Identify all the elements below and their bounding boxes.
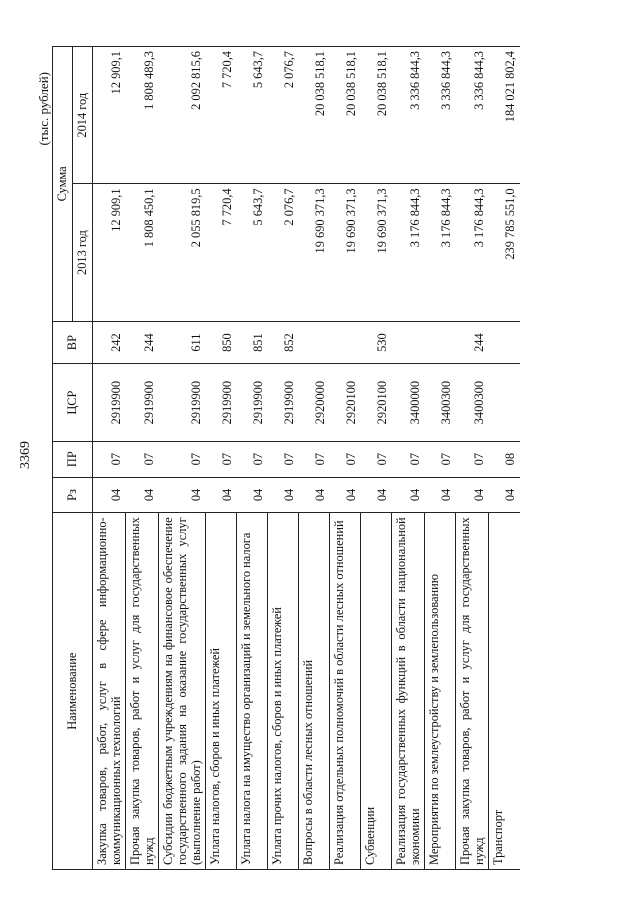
cell-y2013: 2 055 819,5 [159, 184, 206, 321]
cell-csr: 3400000 [392, 364, 425, 441]
cell-y2014: 20 038 518,1 [361, 47, 392, 184]
cell-pr: 07 [237, 441, 268, 477]
cell-rz: 04 [456, 477, 489, 513]
cell-rz: 04 [299, 477, 330, 513]
cell-name: Мероприятия по землеустройству и землепользованию [425, 513, 456, 870]
cell-y2014: 12 909,1 [93, 47, 126, 184]
cell-rz: 04 [126, 477, 159, 513]
cell-pr: 07 [361, 441, 392, 477]
cell-vr: 244 [456, 321, 489, 364]
cell-pr: 07 [425, 441, 456, 477]
cell-pr: 07 [456, 441, 489, 477]
cell-name: Уплата налога на имущество организаций и земельного налога [237, 513, 268, 870]
budget-table [52, 46, 520, 870]
header-2013: 2013 год [73, 184, 93, 321]
cell-rz: 04 [93, 477, 126, 513]
cell-pr: 07 [268, 441, 299, 477]
table-row [299, 47, 330, 870]
cell-vr [330, 321, 361, 364]
cell-y2014: 1 808 489,3 [126, 47, 159, 184]
cell-y2013: 1 808 450,1 [126, 184, 159, 321]
cell-csr: 2919900 [268, 364, 299, 441]
cell-vr: 852 [268, 321, 299, 364]
cell-y2013: 5 643,7 [237, 184, 268, 321]
cell-name: Прочая закупка товаров, работ и услуг для государственных нужд [456, 513, 489, 870]
cell-rz: 04 [361, 477, 392, 513]
cell-y2014: 7 720,4 [206, 47, 237, 184]
cell-y2014: 20 038 518,1 [330, 47, 361, 184]
unit-label: (тыс. рублей) [36, 72, 51, 146]
cell-y2014: 2 092 815,6 [159, 47, 206, 184]
header-csr: ЦСР [53, 364, 93, 441]
cell-y2013: 3 176 844,3 [425, 184, 456, 321]
cell-vr: 530 [361, 321, 392, 364]
table-row [392, 47, 425, 870]
table-row [330, 47, 361, 870]
cell-csr: 2919900 [93, 364, 126, 441]
cell-vr: 611 [159, 321, 206, 364]
header-sum: Сумма [53, 47, 73, 322]
page-number: 3369 [18, 441, 33, 469]
cell-vr [489, 321, 520, 364]
cell-vr: 242 [93, 321, 126, 364]
table-row [93, 47, 126, 870]
cell-y2014: 5 643,7 [237, 47, 268, 184]
table-row [126, 47, 159, 870]
table-row [425, 47, 456, 870]
cell-rz: 04 [237, 477, 268, 513]
cell-csr: 3400300 [425, 364, 456, 441]
cell-vr: 850 [206, 321, 237, 364]
cell-y2013: 19 690 371,3 [299, 184, 330, 321]
cell-name: Закупка товаров, работ, услуг в сфере информационно-коммуникационных технологий [93, 513, 126, 870]
cell-vr [425, 321, 456, 364]
cell-csr [489, 364, 520, 441]
cell-y2013: 19 690 371,3 [330, 184, 361, 321]
cell-pr: 07 [93, 441, 126, 477]
cell-y2014: 3 336 844,3 [392, 47, 425, 184]
cell-name: Уплата налогов, сборов и иных платежей [206, 513, 237, 870]
cell-pr: 07 [126, 441, 159, 477]
table-body [93, 47, 520, 870]
cell-y2014: 2 076,7 [268, 47, 299, 184]
cell-y2013: 12 909,1 [93, 184, 126, 321]
table-row [268, 47, 299, 870]
cell-csr: 2919900 [237, 364, 268, 441]
cell-csr: 2919900 [126, 364, 159, 441]
cell-pr: 07 [206, 441, 237, 477]
cell-y2014: 3 336 844,3 [456, 47, 489, 184]
header-vr: ВР [53, 321, 93, 364]
cell-y2013: 7 720,4 [206, 184, 237, 321]
cell-csr: 2920100 [330, 364, 361, 441]
cell-name: Уплата прочих налогов, сборов и иных платежей [268, 513, 299, 870]
cell-y2014: 20 038 518,1 [299, 47, 330, 184]
cell-y2013: 3 176 844,3 [456, 184, 489, 321]
cell-pr: 08 [489, 441, 520, 477]
cell-name: Реализация государственных функций в области национальной экономики [392, 513, 425, 870]
cell-rz: 04 [268, 477, 299, 513]
cell-y2014: 3 336 844,3 [425, 47, 456, 184]
cell-name: Прочая закупка товаров, работ и услуг для государственных нужд [126, 513, 159, 870]
cell-csr: 2920100 [361, 364, 392, 441]
cell-y2013: 3 176 844,3 [392, 184, 425, 321]
cell-name: Вопросы в области лесных отношений [299, 513, 330, 870]
cell-pr: 07 [392, 441, 425, 477]
table-row [237, 47, 268, 870]
header-rz: Рз [53, 477, 93, 513]
table-row [489, 47, 520, 870]
header-2014: 2014 год [73, 47, 93, 184]
cell-name: Субвенции [361, 513, 392, 870]
cell-rz: 04 [489, 477, 520, 513]
cell-name: Транспорт [489, 513, 520, 870]
cell-pr: 07 [330, 441, 361, 477]
table-row [159, 47, 206, 870]
cell-rz: 04 [425, 477, 456, 513]
header-pr: ПР [53, 441, 93, 477]
cell-csr: 3400300 [456, 364, 489, 441]
header-name: Наименование [53, 513, 93, 870]
cell-y2013: 239 785 551,0 [489, 184, 520, 321]
cell-vr [392, 321, 425, 364]
cell-y2013: 19 690 371,3 [361, 184, 392, 321]
cell-name: Субсидии бюджетным учреждениям на финансовое обеспечение государственного задания на оказание государственных услуг (выполнение работ) [159, 513, 206, 870]
cell-rz: 04 [206, 477, 237, 513]
cell-rz: 04 [330, 477, 361, 513]
cell-pr: 07 [299, 441, 330, 477]
cell-csr: 2920000 [299, 364, 330, 441]
table-row [456, 47, 489, 870]
table-row [361, 47, 392, 870]
cell-y2013: 2 076,7 [268, 184, 299, 321]
header-row-1 [53, 47, 73, 870]
table-row [206, 47, 237, 870]
cell-rz: 04 [392, 477, 425, 513]
cell-pr: 07 [159, 441, 206, 477]
cell-vr [299, 321, 330, 364]
cell-csr: 2919900 [206, 364, 237, 441]
cell-y2014: 184 021 802,4 [489, 47, 520, 184]
cell-csr: 2919900 [159, 364, 206, 441]
cell-name: Реализация отдельных полномочий в области лесных отношений [330, 513, 361, 870]
cell-vr: 851 [237, 321, 268, 364]
cell-vr: 244 [126, 321, 159, 364]
cell-rz: 04 [159, 477, 206, 513]
